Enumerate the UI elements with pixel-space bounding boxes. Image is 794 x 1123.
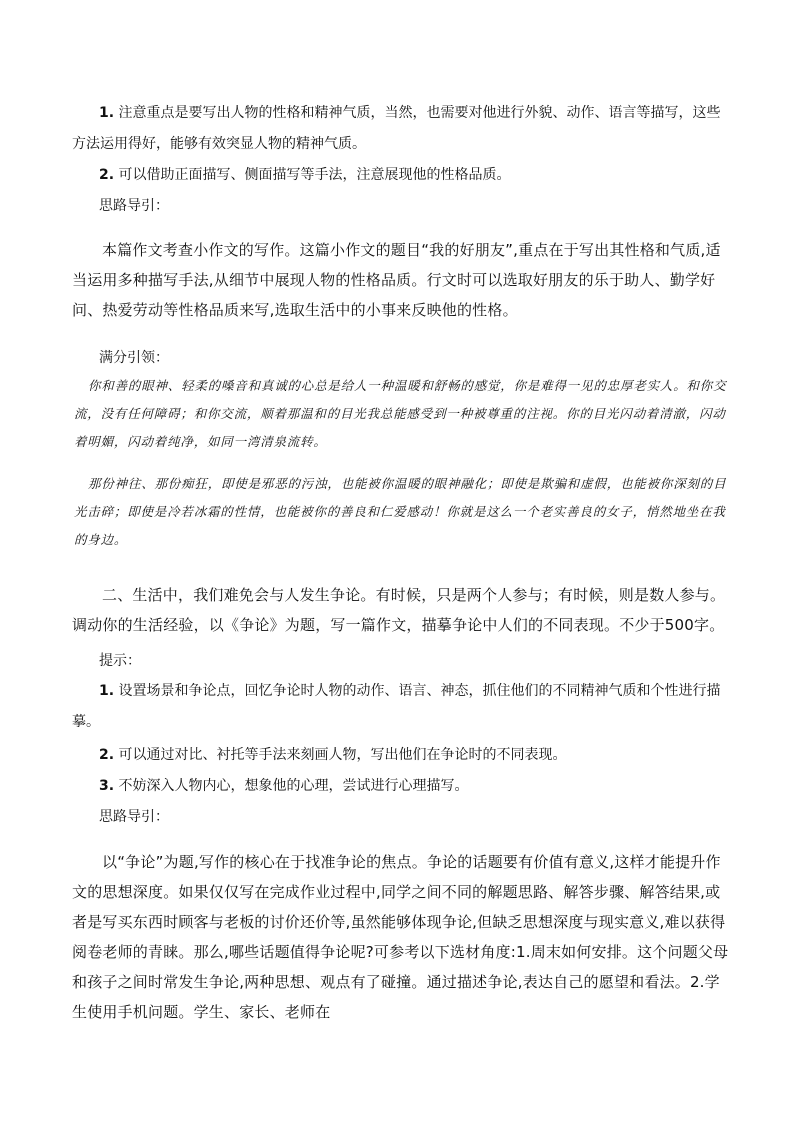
tip-text: 注意重点是要写出人物的性格和精神气质，当然，也需要对他进行外貌、动作、语言等描写，这些方法运用得好，能够有效突显人物的精神气质。 <box>72 105 721 152</box>
model-essay-paragraph-2: 那份神往、那份痴狂，即使是邪恶的污浊，也能被你温暖的眼神融化；即使是欺骗和虚假，也能被你深刻的目光击碎；即使是冷若冰霜的性情，也能被你的善良和仁爱感动！你就是这么一个老实善良的女子，悄然地坐在我的身边。 <box>74 476 727 547</box>
tip-number: 2. <box>99 747 115 763</box>
tip-number: 1. <box>99 683 115 699</box>
section2-tip-3 <box>99 771 739 802</box>
section2-tip-1 <box>72 676 732 738</box>
model-essay-paragraph-1: 你和善的眼神、轻柔的嗓音和真诚的心总是给人一种温暖和舒畅的感觉，你是难得一见的忠厚老实人。和你交流，没有任何障碍；和你交流，顺着那温和的目光我总能感受到一种被尊重的注视。你的目光闪动着清澈，闪动着明媚，闪动着纯净，如同一湾清泉流转。 <box>74 378 727 449</box>
section2-prompt: 二、生活中，我们难免会与人发生争论。有时候，只是两个人参与；有时候，则是数人参与。调动你的生活经验，以《争论》为题，写一篇作文，描摹争论中人们的不同表现。不少于500字。 <box>72 586 726 634</box>
model-essay-label: 满分引领： <box>99 350 169 366</box>
tip-text: 不妨深入人物内心，想象他的心理，尝试进行心理描写。 <box>114 778 469 794</box>
tip-text: 可以借助正面描写、侧面描写等手法，注意展现他的性格品质。 <box>114 167 511 183</box>
tip-number: 3. <box>99 778 115 794</box>
section1-guide-text: 本篇作文考查小作文的写作。这篇小作文的题目“我的好朋友”,重点在于写出其性格和气质,适当运用多种描写手法,从细节中展现人物的性格品质。行文时可以选取好朋友的乐于助人、勤学好问、热爱劳动等性格品质来写,选取生活中的小事来反映他的性格。 <box>72 241 721 319</box>
tip-number: 2. <box>99 167 115 183</box>
section1-tip-1 <box>72 98 732 160</box>
tip-number: 1. <box>99 105 115 121</box>
section2-guide-label: 思路导引： <box>99 809 169 825</box>
section2-tip-2 <box>99 740 739 771</box>
section1-tip-2 <box>99 160 739 191</box>
section2-guide-text: 以“争论”为题,写作的核心在于找准争论的焦点。争论的话题要有价值有意义,这样才能提升作文的思想深度。如果仅仅写在完成作业过程中,同学之间不同的解题思路、解答步骤、解答结果,或者是写买东西时顾客与老板的讨价还价等,虽然能够体现争论,但缺乏思想深度与现实意义,难以获得阅卷老师的青睐。那么,哪些话题值得争论呢?可参考以下选材角度:1.周末如何安排。这个问题父母和孩子之间时常发生争论,两种思想、观点有了碰撞。通过描述争论,表达自己的愿望和看法。2.学生使用手机问题。学生、家长、老师在 <box>72 853 729 1021</box>
tip-text: 设置场景和争论点，回忆争论时人物的动作、语言、神态，抓住他们的不同精神气质和个性进行描摹。 <box>72 683 721 730</box>
tip-text: 可以通过对比、衬托等手法来刻画人物，写出他们在争论时的不同表现。 <box>114 747 567 763</box>
section2-hint-label: 提示： <box>99 653 141 669</box>
section1-guide-label: 思路导引： <box>99 198 169 214</box>
